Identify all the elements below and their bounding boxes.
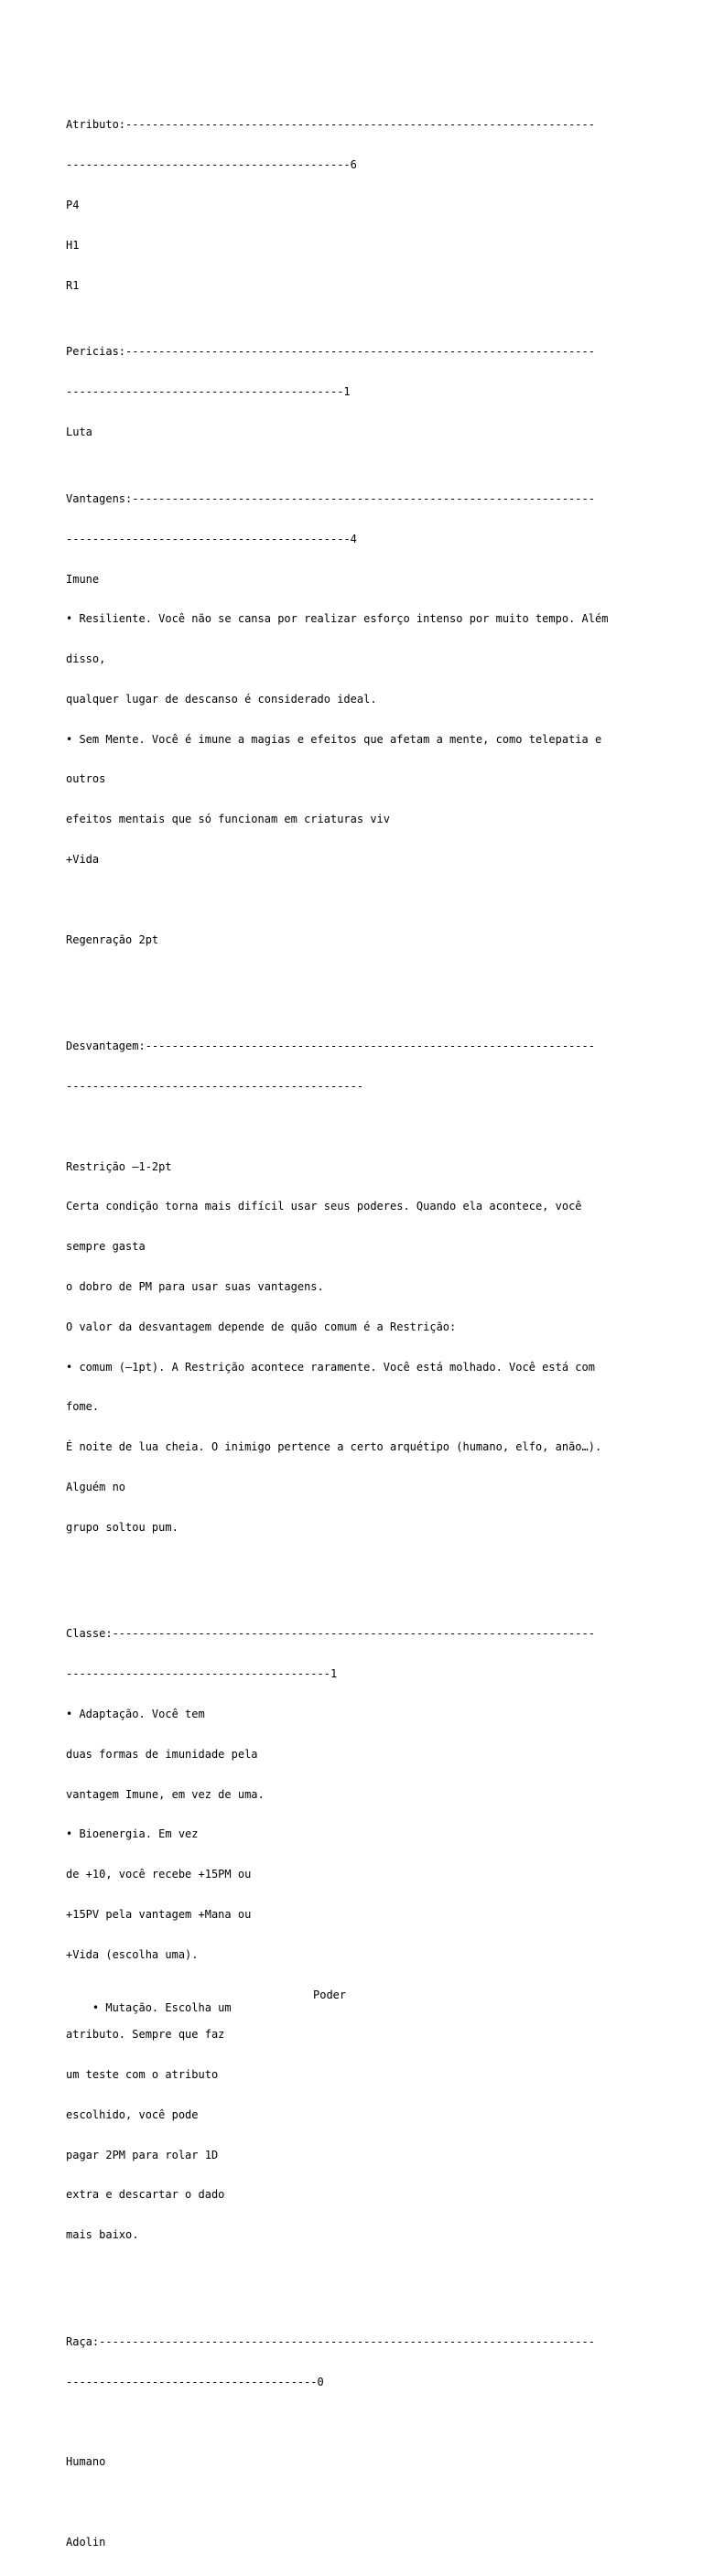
classe-header: Classe:------------------------------------------------------------------------- (66, 1627, 595, 1641)
spacer (66, 973, 643, 986)
vantagens-line: efeitos mentais que só funcionam em criaturas viv (66, 813, 391, 826)
spacer (66, 2269, 643, 2282)
poder-label: Poder (313, 1988, 347, 2001)
classe-line: escolhido, você pode (66, 2107, 199, 2121)
vantagens-header-total: -------------------------------------------4 (66, 532, 357, 545)
vantagens-line: +Vida (66, 853, 100, 867)
classe-line: • Adaptação. Você tem (66, 1708, 205, 1721)
classe-line: +15PV pela vantagem +Mana ou (66, 1907, 252, 1921)
pericias-item: Luta (66, 426, 92, 439)
desvantagem-header-rule: --------------------------------------------- (66, 1080, 364, 1094)
spacer (66, 893, 643, 907)
atributo-header-total: -------------------------------------------6 (66, 158, 357, 172)
classe-line: vantagem Imune, em vez de uma. (66, 1787, 265, 1801)
desvantagem-line: o dobro de PM para usar suas vantagens. (66, 1280, 324, 1294)
classe-line: pagar 2PM para rolar 1D (66, 2148, 219, 2161)
desvantagem-header: Desvantagem:-------------------------------------------------------------------- (66, 1040, 595, 1053)
spacer (66, 1561, 643, 1575)
raca-header-total: --------------------------------------0 (66, 2375, 324, 2388)
classe-line: +Vida (escolha uma). (66, 1947, 199, 1961)
desvantagem-line: Alguém no (66, 1480, 126, 1493)
document-page (66, 65, 643, 2576)
vantagens-line: • Sem Mente. Você é imune a magias e efeitos que afetam a mente, como telepatia e (66, 732, 602, 746)
desvantagem-line: É noite de lua cheia. O inimigo pertence a certo arquétipo (humano, elfo, anão…). (66, 1440, 602, 1454)
atributo-item: R1 (66, 278, 80, 292)
desvantagem-line: grupo soltou pum. (66, 1520, 178, 1534)
character-name: Adolin (66, 2535, 106, 2549)
regeneracao-line: Regenração 2pt (66, 932, 159, 946)
spacer (66, 1120, 643, 1134)
atributo-item: H1 (66, 238, 80, 252)
vantagens-line: • Resiliente. Você não se cansa por realizar esforço intenso por muito tempo. Além (66, 612, 609, 626)
atributo-header: Atributo:----------------------------------------------------------------------- (66, 118, 595, 132)
desvantagem-line: O valor da desvantagem depende de quão comum é a Restrição: (66, 1320, 457, 1333)
pericias-header: Pericias:----------------------------------------------------------------------- (66, 345, 595, 359)
desvantagem-line: • comum (–1pt). A Restrição acontece raramente. Você está molhado. Você está com (66, 1360, 595, 1374)
classe-line: mais baixo. (66, 2228, 139, 2242)
raca-header: Raça:--------------------------------------------------------------------------- (66, 2334, 595, 2348)
pericias-header-total: ------------------------------------------1 (66, 385, 351, 399)
atributo-item: P4 (66, 198, 80, 211)
classe-line: atributo. Sempre que faz (66, 2028, 225, 2042)
classe-header-total: ----------------------------------------1 (66, 1667, 338, 1681)
spacer (66, 2416, 643, 2430)
raca-value: Humano (66, 2455, 106, 2469)
desvantagem-line: fome. (66, 1400, 100, 1414)
spacer (66, 2495, 643, 2509)
desvantagem-line: sempre gasta (66, 1240, 146, 1254)
desvantagem-line: Restrição –1-2pt (66, 1159, 172, 1173)
vantagens-line: outros (66, 772, 106, 786)
vantagens-header: Vantagens:---------------------------------------------------------------------- (66, 492, 595, 505)
classe-line: duas formas de imunidade pela (66, 1747, 258, 1761)
classe-line: extra e descartar o dado (66, 2188, 225, 2202)
classe-line: • Mutação. Escolha um (92, 2001, 232, 2015)
desvantagem-line: Certa condição torna mais difícil usar seus poderes. Quando ela acontece, você (66, 1200, 582, 1213)
vantagens-line: disso, (66, 652, 106, 666)
classe-line: de +10, você recebe +15PM ou (66, 1868, 252, 1881)
classe-line: um teste com o atributo (66, 2068, 219, 2082)
classe-row-with-poder (66, 1988, 643, 2015)
vantagens-line: qualquer lugar de descanso é considerado ideal. (66, 692, 377, 706)
vantagens-line: Imune (66, 572, 100, 586)
classe-line: • Bioenergia. Em vez (66, 1827, 199, 1841)
